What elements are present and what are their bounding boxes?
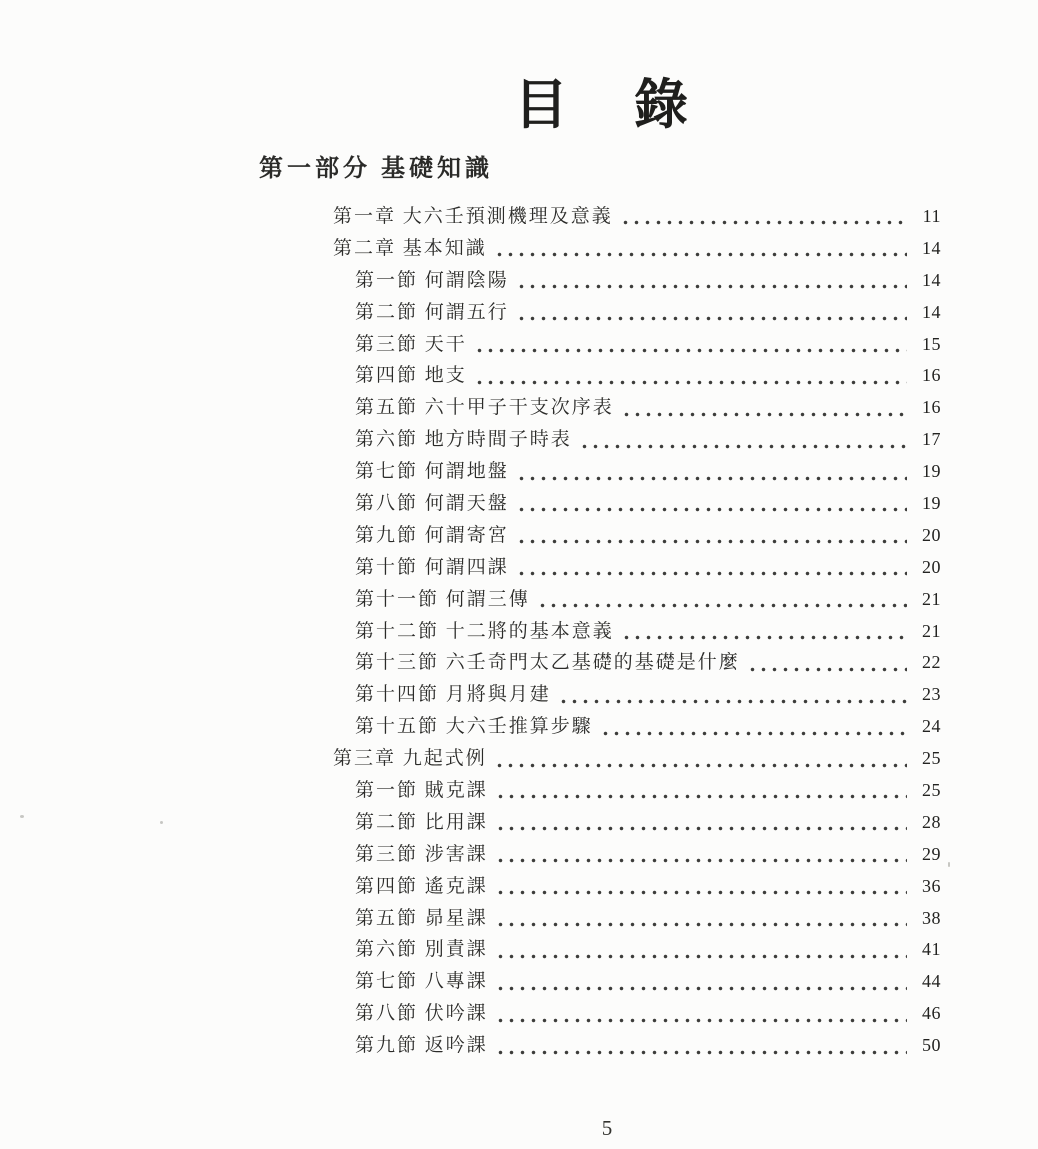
toc-entry <box>333 552 941 584</box>
toc-entry-label: 第十節 何謂四課 <box>355 556 509 578</box>
footer-page-number: 5 <box>601 1116 613 1140</box>
toc-entry-label: 第七節 何謂地盤 <box>355 461 509 483</box>
dot-leader <box>620 220 907 225</box>
dot-leader <box>474 380 907 385</box>
scan-artifact <box>160 821 163 824</box>
dot-leader <box>495 1018 907 1023</box>
toc-entry-page: 28 <box>922 811 941 832</box>
toc-entry <box>333 934 941 966</box>
toc-entry-page: 24 <box>922 716 941 737</box>
toc-entry-page: 46 <box>922 1003 941 1024</box>
toc-entry <box>333 966 941 998</box>
toc-entry <box>333 233 941 265</box>
toc-entry-label: 第十二節 十二將的基本意義 <box>355 620 614 642</box>
toc-entry-label: 第七節 八專課 <box>355 971 488 993</box>
toc-entry-page: 15 <box>922 333 941 354</box>
toc-entry <box>333 1030 941 1062</box>
toc-entry <box>333 201 941 233</box>
toc-entry-label: 第三節 涉害課 <box>355 843 488 865</box>
toc-entry-page: 21 <box>922 588 941 609</box>
toc-entry-label: 第三章 九起式例 <box>333 748 487 770</box>
toc-entry-label: 第六節 地方時間子時表 <box>355 429 572 451</box>
toc-entry-page: 21 <box>922 620 941 641</box>
toc-entry-label: 第一節 賊克課 <box>355 780 488 802</box>
toc-entry-page: 29 <box>922 843 941 864</box>
toc-entry <box>333 679 941 711</box>
toc-entry-page: 50 <box>922 1035 941 1056</box>
toc-entry-label: 第六節 別責課 <box>355 939 488 961</box>
toc-entry-label: 第五節 昴星課 <box>355 907 488 929</box>
dot-leader <box>495 922 907 927</box>
toc-entry <box>333 456 941 488</box>
toc-entry-label: 第九節 何謂寄宮 <box>355 524 509 546</box>
toc-entry <box>333 360 941 392</box>
dot-leader <box>747 667 907 672</box>
dot-leader <box>537 603 907 608</box>
dot-leader <box>558 699 907 704</box>
dot-leader <box>474 348 907 353</box>
toc-entry <box>333 584 941 616</box>
dot-leader <box>516 571 907 576</box>
dot-leader <box>516 507 907 512</box>
toc-entry-page: 25 <box>922 780 941 801</box>
toc-entry-label: 第一節 何謂陰陽 <box>355 269 509 291</box>
toc-entry-label: 第五節 六十甲子干支次序表 <box>355 397 614 419</box>
dot-leader <box>621 412 907 417</box>
toc-entry <box>333 520 941 552</box>
dot-leader <box>495 858 907 863</box>
toc-entry <box>333 392 941 424</box>
toc-entry-label: 第四節 地支 <box>355 365 467 387</box>
toc-entry-page: 23 <box>922 684 941 705</box>
toc-entry-page: 16 <box>922 397 941 418</box>
toc-entry <box>333 647 941 679</box>
toc-entry <box>333 775 941 807</box>
toc-entry-page: 36 <box>922 875 941 896</box>
toc-entry <box>333 839 941 871</box>
toc-entry <box>333 743 941 775</box>
toc-entry-label: 第四節 遙克課 <box>355 875 488 897</box>
toc-entry <box>333 297 941 329</box>
toc-entry <box>333 807 941 839</box>
toc-entry <box>333 903 941 935</box>
dot-leader <box>495 794 907 799</box>
scan-artifact <box>20 815 24 818</box>
toc-entry-page: 14 <box>922 269 941 290</box>
toc-entry-label: 第八節 何謂天盤 <box>355 493 509 515</box>
toc-entry <box>333 616 941 648</box>
toc-entry-label: 第九節 返吟課 <box>355 1035 488 1057</box>
toc-entry-label: 第十五節 大六壬推算步驟 <box>355 716 593 738</box>
toc-entry-page: 38 <box>922 907 941 928</box>
toc-entry-page: 16 <box>922 365 941 386</box>
toc-entry-label: 第十三節 六壬奇門太乙基礎的基礎是什麼 <box>355 652 740 674</box>
page-title: 目 錄 <box>514 75 694 135</box>
toc-entry-label: 第二節 比用課 <box>355 811 488 833</box>
dot-leader <box>516 476 907 481</box>
toc-entry-page: 25 <box>922 748 941 769</box>
toc-entry <box>333 711 941 743</box>
toc-entry-label: 第十四節 月將與月建 <box>355 684 551 706</box>
dot-leader <box>495 954 907 959</box>
toc-entry <box>333 998 941 1030</box>
toc-entry-page: 41 <box>922 939 941 960</box>
toc-entry-page: 20 <box>922 524 941 545</box>
toc-entry-label: 第二章 基本知識 <box>333 237 487 259</box>
dot-leader <box>494 763 907 768</box>
dot-leader <box>516 316 907 321</box>
toc-entry-label: 第二節 何謂五行 <box>355 301 509 323</box>
toc-list <box>333 201 941 1062</box>
dot-leader <box>495 986 907 991</box>
toc-entry-label: 第八節 伏吟課 <box>355 1003 488 1025</box>
dot-leader <box>516 539 907 544</box>
toc-entry-page: 20 <box>922 556 941 577</box>
scan-artifact <box>948 862 950 867</box>
toc-entry <box>333 488 941 520</box>
toc-entry-label: 第一章 大六壬預測機理及意義 <box>333 206 613 227</box>
toc-entry-page: 44 <box>922 971 941 992</box>
toc-entry <box>333 871 941 903</box>
toc-entry <box>333 424 941 456</box>
part-heading: 第一部分 基礎知識 <box>259 156 493 182</box>
toc-entry-label: 第十一節 何謂三傳 <box>355 588 530 610</box>
dot-leader <box>495 826 907 831</box>
toc-entry-page: 19 <box>922 461 941 482</box>
toc-entry-page: 14 <box>922 237 941 258</box>
toc-entry-page: 17 <box>922 429 941 450</box>
dot-leader <box>516 284 907 289</box>
dot-leader <box>579 444 907 449</box>
toc-entry-page: 22 <box>922 652 941 673</box>
toc-entry-page: 19 <box>922 493 941 514</box>
dot-leader <box>495 1050 907 1055</box>
toc-entry <box>333 329 941 361</box>
dot-leader <box>621 635 907 640</box>
toc-entry-label: 第三節 天干 <box>355 333 467 355</box>
toc-entry <box>333 265 941 297</box>
dot-leader <box>494 252 907 257</box>
toc-entry-page: 14 <box>922 301 941 322</box>
dot-leader <box>600 731 907 736</box>
dot-leader <box>495 890 907 895</box>
toc-entry-page: 11 <box>922 206 941 226</box>
